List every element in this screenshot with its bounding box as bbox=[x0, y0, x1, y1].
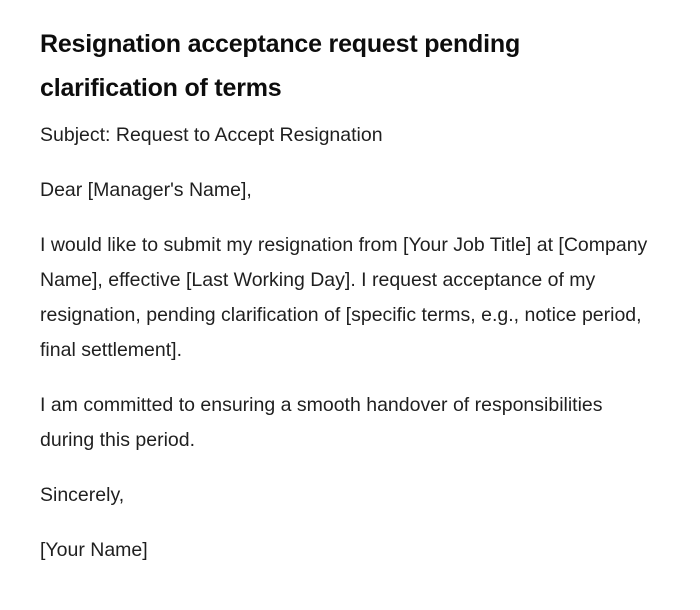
letter-paragraph-1: I would like to submit my resignation from [Your Job Title] at [Company Name], effective [Last Working Day]. I request acceptance of my resignation, pending clarification of [specific terms, e.g., notice period, final settlement]. bbox=[40, 234, 648, 361]
letter-closing: Sincerely, bbox=[40, 484, 125, 506]
document-title: Resignation acceptance request pending clarification of terms bbox=[40, 30, 521, 102]
letter-subject: Subject: Request to Accept Resignation bbox=[40, 124, 383, 146]
letter-salutation: Dear [Manager's Name], bbox=[40, 179, 252, 201]
letter-paragraph-2: I am committed to ensuring a smooth handover of responsibilities during this period. bbox=[40, 394, 603, 451]
letter-body bbox=[40, 118, 660, 568]
letter-signature: [Your Name] bbox=[40, 539, 148, 561]
